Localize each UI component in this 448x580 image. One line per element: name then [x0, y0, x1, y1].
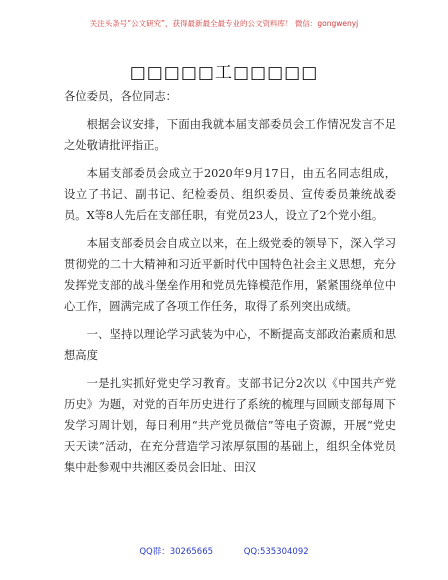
paragraph-summary: 本届支部委员会自成立以来，在上级党委的领导下，深入学习贯彻党的二十大精神和习近平新时代中国特色社会主义思想，充分发挥党支部的战斗堡垒作用和党员先锋模范作用，紧紧围绕单位中心工作，圆满完成了各项工作任务，取得了系列突出成绩。 — [64, 237, 396, 313]
footer-contact — [0, 545, 448, 557]
header-banner: 关注头条号“公文研究”，获得最新最全最专业的公文资料库！ 微信：gongwenyj — [89, 19, 359, 28]
document-body — [64, 86, 396, 485]
salutation: 各位委员，各位同志： — [64, 90, 177, 103]
document-title: □□□□□工□□□□□ — [129, 63, 319, 83]
paragraph-establishment: 本届支部委员会成立于2020年9月17日，由五名同志组成，设立了书记、副书记、纪检委员、组织委员、宣传委员兼统战委员。X等8人先后在支部任职，有党员23人，设立了2个党小组。 — [64, 167, 396, 222]
footer-qq-group: QQ群：30265665 — [139, 547, 214, 557]
paragraph-intro: 根据会议安排，下面由我就本届支部委员会工作情况发言不足之处敬请批评指正。 — [64, 118, 396, 152]
footer-qq: QQ:535304092 — [243, 547, 309, 557]
section-heading-1: 一、坚持以理论学习武装为中心，不断提高支部政治素质和思想高度 — [64, 328, 396, 362]
paragraph-party-history: 一是扎实抓好党史学习教育。支部书记分2次以《中国共产党历史》为题，对党的百年历史进行了系统的梳理与回顾支部每周下发学习周计划，每日利用“共产党员微信”等电子资源，开展“党史天天读”活动，在充分营造学习浓厚氛围的基础上，组织全体党员集中赴参观中共湘区委员会旧址、田汉 — [64, 377, 396, 474]
